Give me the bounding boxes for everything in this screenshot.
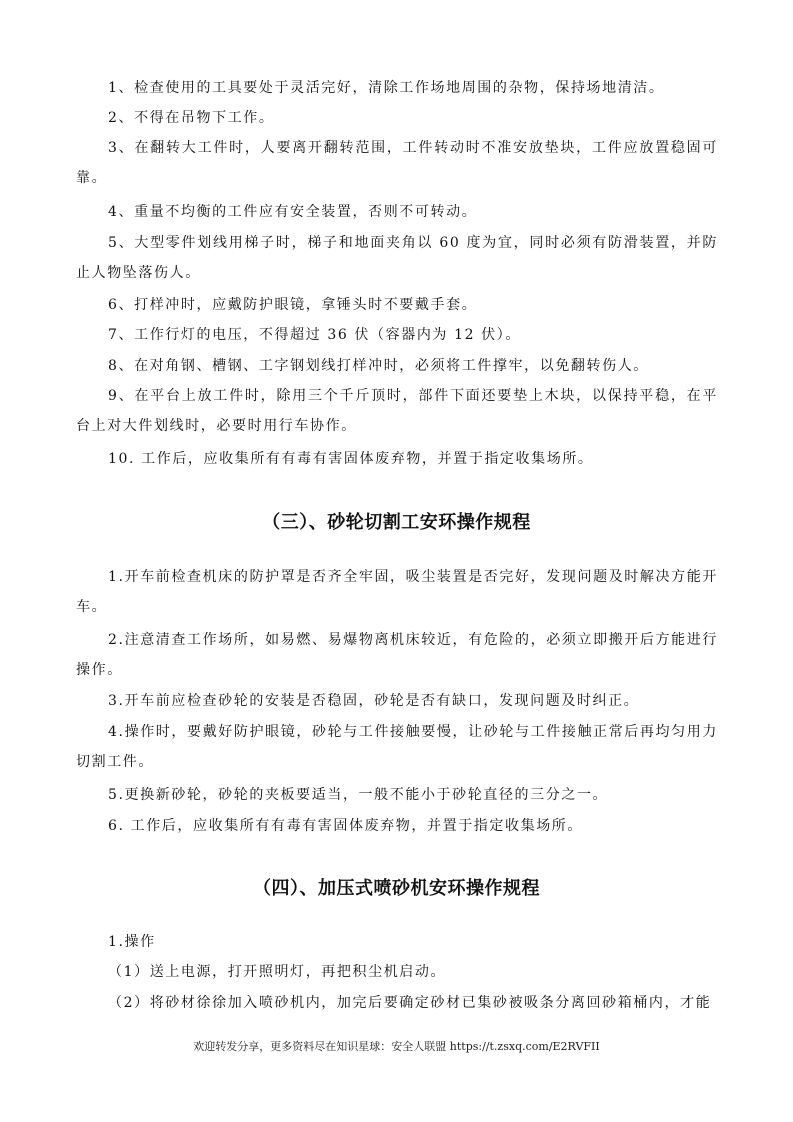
list-item: 7、工作行灯的电压，不得超过 36 伏（容器内为 12 伏）。 bbox=[108, 327, 521, 343]
footer-text: 欢迎转发分享，更多资料尽在知识星球：安全人联盟 https://t.zsxq.com/E2RVFII bbox=[193, 1040, 600, 1053]
list-item: 4.操作时，要戴好防护眼镜，砂轮与工件接触要慢，让砂轮与工件接触正常后再均匀用力切割工件。 bbox=[76, 724, 718, 770]
list-item: 5.更换新砂轮，砂轮的夹板要适当，一般不能小于砂轮直径的三分之一。 bbox=[108, 787, 609, 803]
list-item: （2）将砂材徐徐加入喷砂机内，加完后要确定砂材已集砂被吸条分离回砂箱桶内，才能 bbox=[108, 995, 712, 1011]
list-item: 4、重量不均衡的工件应有安全装置，否则不可转动。 bbox=[108, 204, 478, 220]
list-item: 3.开车前应检查砂轮的安装是否稳固，砂轮是否有缺口，发现问题及时纠正。 bbox=[108, 693, 640, 709]
list-item: 6. 工作后，应收集所有有毒有害固体废弃物，并置于指定收集场所。 bbox=[108, 818, 584, 834]
list-item: 8、在对角钢、槽钢、工字钢划线打样冲时，必须将工件撑牢，以免翻转伤人。 bbox=[108, 358, 649, 374]
list-item: 1、检查使用的工具要处于灵活完好，清除工作场地周围的杂物，保持场地清洁。 bbox=[108, 80, 665, 96]
list-item: 9、在平台上放工件时，除用三个千斤顶时，部件下面还要垫上木块，以保持平稳，在平台上对大件划线时，必要时用行车协作。 bbox=[76, 388, 718, 434]
list-item: 2.注意清查工作场所，如易燃、易爆物离机床较近，有危险的，必须立即搬开后方能进行操作。 bbox=[76, 632, 718, 678]
list-item: 2、不得在吊物下工作。 bbox=[108, 110, 275, 126]
list-item: 3、在翻转大工件时，人要离开翻转范围，工件转动时不准安放垫块，工件应放置稳固可靠。 bbox=[76, 140, 718, 186]
section-heading: （四）、加压式喷砂机安环操作规程 bbox=[253, 878, 540, 899]
list-item: 5、大型零件划线用梯子时，梯子和地面夹角以 60 度为宜，同时必须有防滑装置，并防止人物坠落伤人。 bbox=[76, 235, 718, 281]
list-item: 1.开车前检查机床的防护罩是否齐全牢固，吸尘装置是否完好，发现问题及时解决方能开车。 bbox=[76, 569, 718, 615]
subheading: 1.操作 bbox=[108, 934, 156, 950]
section-heading: （三）、砂轮切割工安环操作规程 bbox=[262, 512, 531, 533]
list-item: （1）送上电源，打开照明灯，再把积尘机启动。 bbox=[108, 964, 447, 980]
list-item: 6、打样冲时，应戴防护眼镜，拿锤头时不要戴手套。 bbox=[108, 297, 478, 313]
list-item: 10. 工作后，应收集所有有毒有害固体废弃物，并置于指定收集场所。 bbox=[108, 451, 594, 467]
